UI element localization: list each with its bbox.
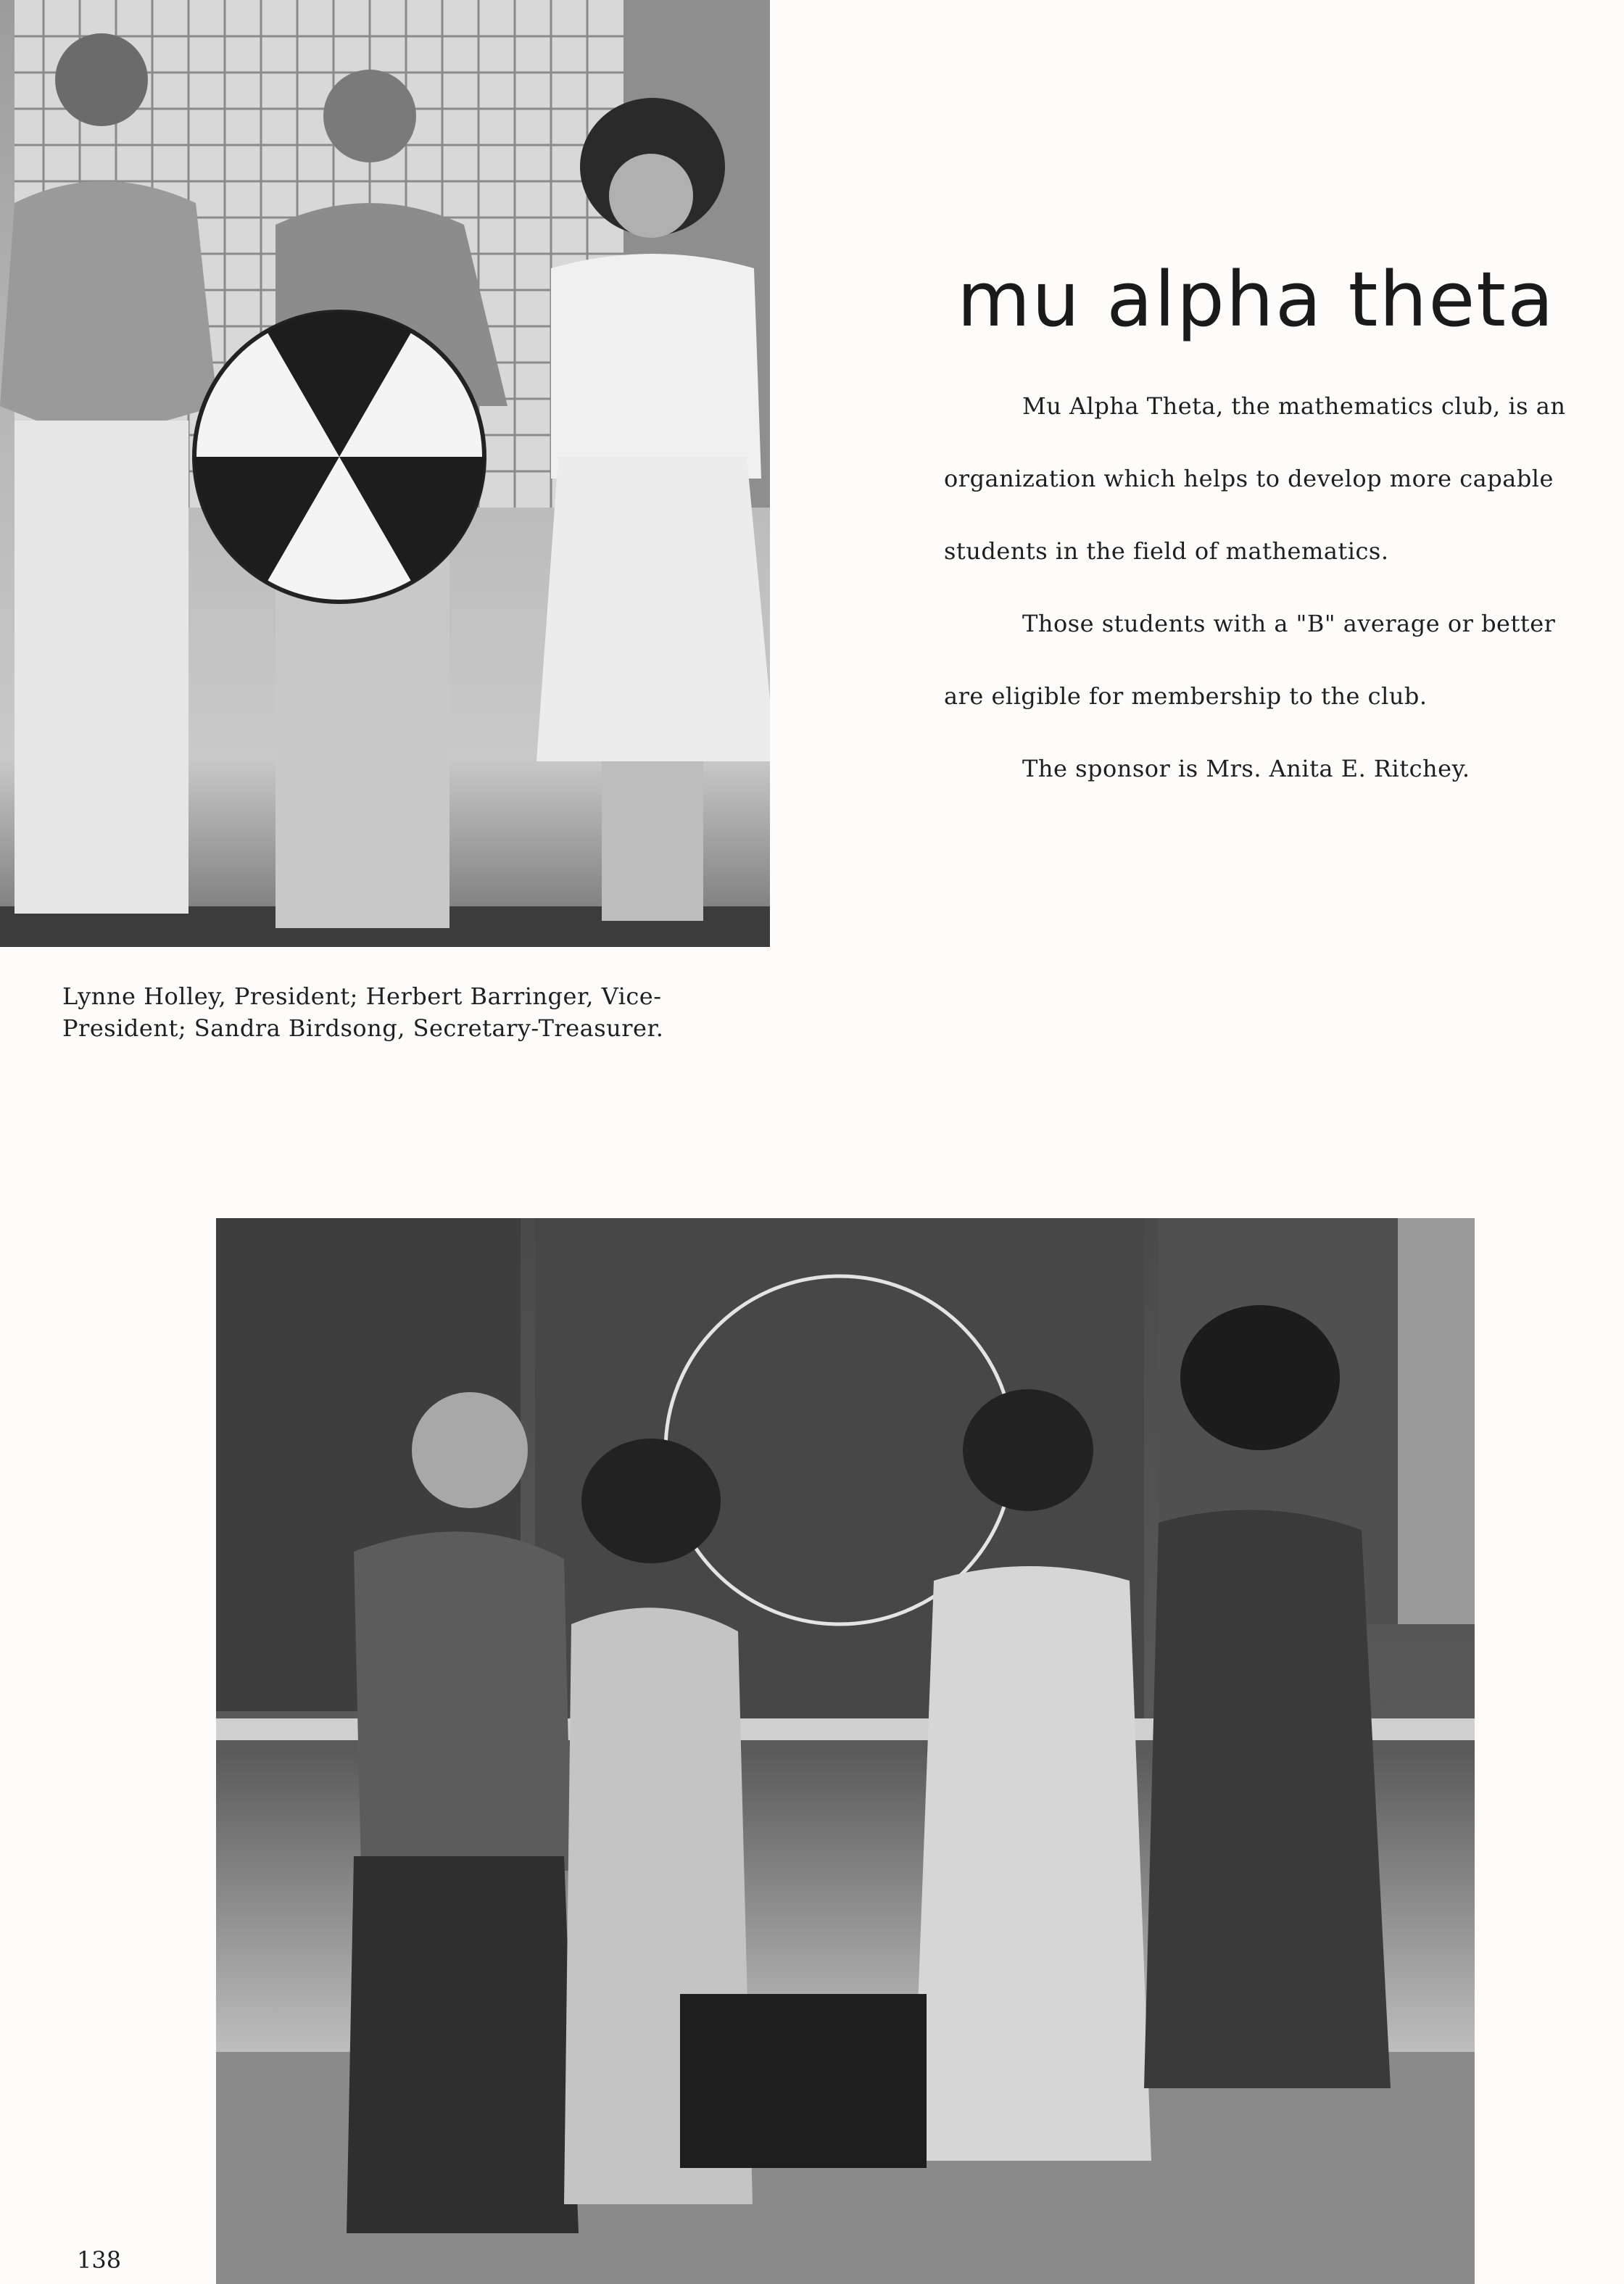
page-title: mu alpha theta [957, 255, 1555, 344]
officers-photo [0, 0, 770, 947]
paragraph-3: The sponsor is Mrs. Anita E. Ritchey. [1022, 755, 1470, 782]
officers-caption: Lynne Holley, President; Herbert Barringer, Vice-President; Sandra Birdsong, Secretary-Treasurer. [62, 982, 664, 1042]
members-photo [216, 1218, 1475, 2284]
officers-photo-illustration [0, 0, 770, 947]
paragraph-1: Mu Alpha Theta, the mathematics club, is an organization which helps to develop more capable students in the field of mathematics. [944, 392, 1566, 565]
members-photo-illustration [216, 1218, 1475, 2284]
club-description [944, 370, 1567, 805]
page-number: 138 [77, 2246, 122, 2274]
paragraph-2: Those students with a "B" average or better are eligible for membership to the club. [944, 610, 1556, 710]
